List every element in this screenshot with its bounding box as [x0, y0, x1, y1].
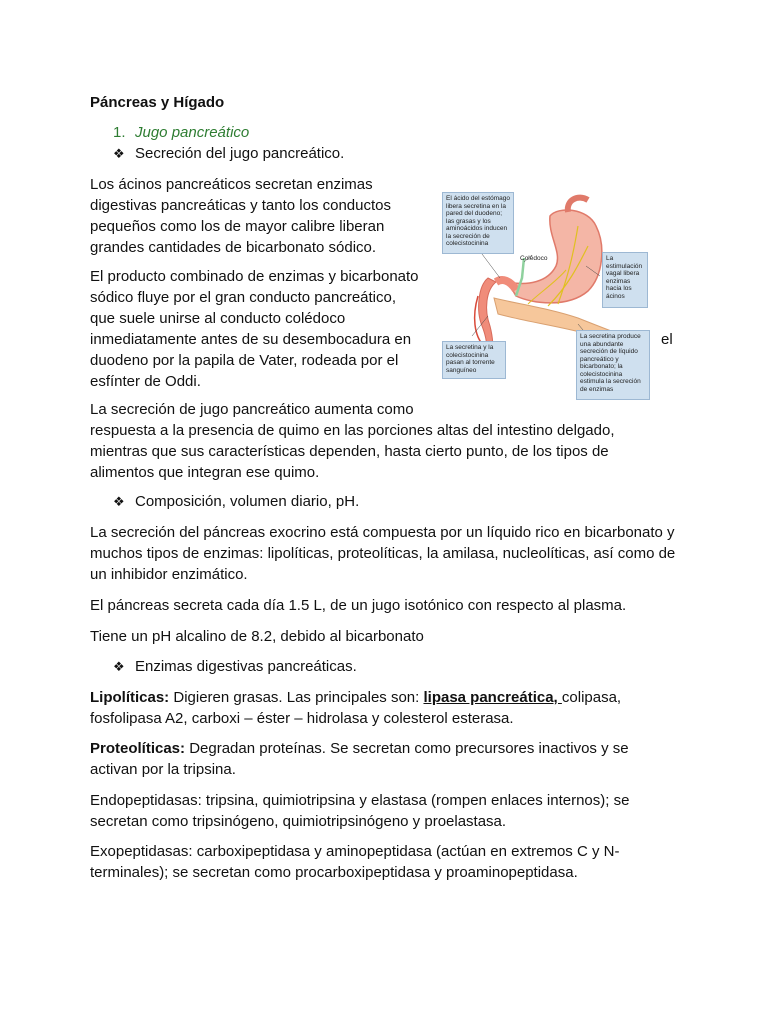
text-fragment: el — [661, 331, 673, 348]
paragraph: La secreción del páncreas exocrino está compuesta por un líquido rico en bicarbonato y muchos tipos de enzimas: lipolíticas, proteolíticas, la amilasa, nucleolíticas, así como de un inhibidor enzimático. — [90, 524, 676, 583]
text-line: duodeno por la papila de Vater, rodeada por el — [90, 352, 399, 369]
term-underlined: lipasa pancreática, — [423, 689, 562, 706]
pancreas-secretion-figure — [438, 186, 652, 404]
section-number: 1. — [113, 124, 126, 141]
paragraph: Endopeptidasas: tripsina, quimiotripsina y elastasa (rompen enlaces internos); se secretan como tripsinógeno, quimiotripsinógeno y proelastasa. — [90, 792, 630, 830]
term-bold: Lipolíticas: — [90, 689, 170, 706]
paragraph: respuesta a la presencia de quimo en las porciones altas del intestino delgado, mientras que sus características dependen, hasta cierto punto, de los tipos de alimentos que integran ese quimo. — [90, 422, 615, 481]
bullet-text: Composición, volumen diario, pH. — [135, 493, 360, 510]
text-span: colipasa, fosfolipasa A2, carboxi – éster – hidrolasa y colesterol esterasa. — [90, 689, 622, 727]
paragraph: Exopeptidasas: carboxipeptidasa y aminopeptidasa (actúan en extremos C y N-terminales); se secretan como procarboxipeptidasa y proaminopeptidasa. — [90, 843, 620, 881]
text-line: pequeños como los de mayor calibre liberan — [90, 218, 385, 235]
text-line: digestivas pancreáticas y tanto los conductos — [90, 197, 392, 214]
diamond-bullet-icon: ❖ — [113, 146, 125, 161]
paragraph — [90, 174, 430, 258]
text-line: grandes cantidades de bicarbonato sódico. — [90, 239, 377, 256]
text-line: Los ácinos pancreáticos secretan enzimas — [90, 176, 373, 193]
paragraph: El páncreas secreta cada día 1.5 L, de un jugo isotónico con respecto al plasma. — [90, 597, 627, 614]
paragraph-lipoliticas — [90, 687, 650, 729]
figure-callout: La secretina produce una abundante secreción de líquido pancreático y bicarbonato; la colecistocinina estimula la secreción de enzimas — [576, 330, 650, 400]
bullet-text: Enzimas digestivas pancreáticas. — [135, 658, 357, 675]
text-line: sódico fluye por el gran conducto pancreático, — [90, 289, 397, 306]
figure-callout: La secretina y la colecistocinina pasan al torrente sanguíneo — [442, 341, 506, 379]
diamond-bullet-icon: ❖ — [113, 494, 125, 509]
bullet-item — [113, 143, 344, 164]
section-heading — [113, 122, 249, 143]
text-span: Degradan proteínas. Se secretan como precursores inactivos y se activan por la tripsina. — [90, 740, 629, 778]
paragraph-proteoliticas — [90, 738, 645, 780]
paragraph: Tiene un pH alcalino de 8.2, debido al bicarbonato — [90, 628, 424, 645]
text-span: Digieren grasas. Las principales son: — [169, 689, 424, 706]
term-bold: Proteolíticas: — [90, 740, 186, 757]
text-line: que suele unirse al conducto colédoco — [90, 310, 346, 327]
text-line: inmediatamente antes de su desembocadura en — [90, 331, 412, 348]
section-label: Jugo pancreático — [135, 124, 250, 141]
diamond-bullet-icon: ❖ — [113, 659, 125, 674]
bullet-item — [113, 491, 359, 512]
figure-label-coledoco: Colédoco — [520, 255, 548, 262]
figure-callout: La estimulación vagal libera enzimas hacia los ácinos — [602, 252, 648, 308]
text-line: La secreción de jugo pancreático aumenta como — [90, 401, 414, 418]
figure-callout: El ácido del estómago libera secretina en la pared del duodeno; las grasas y los aminoácidos inducen la secreción de colecistocinina — [442, 192, 514, 254]
text-line: esfínter de Oddi. — [90, 373, 201, 390]
bullet-item — [113, 656, 357, 677]
bullet-text: Secreción del jugo pancreático. — [135, 145, 345, 162]
paragraph — [90, 266, 430, 392]
text-line: El producto combinado de enzimas y bicarbonato — [90, 268, 419, 285]
page-title: Páncreas y Hígado — [90, 94, 225, 111]
